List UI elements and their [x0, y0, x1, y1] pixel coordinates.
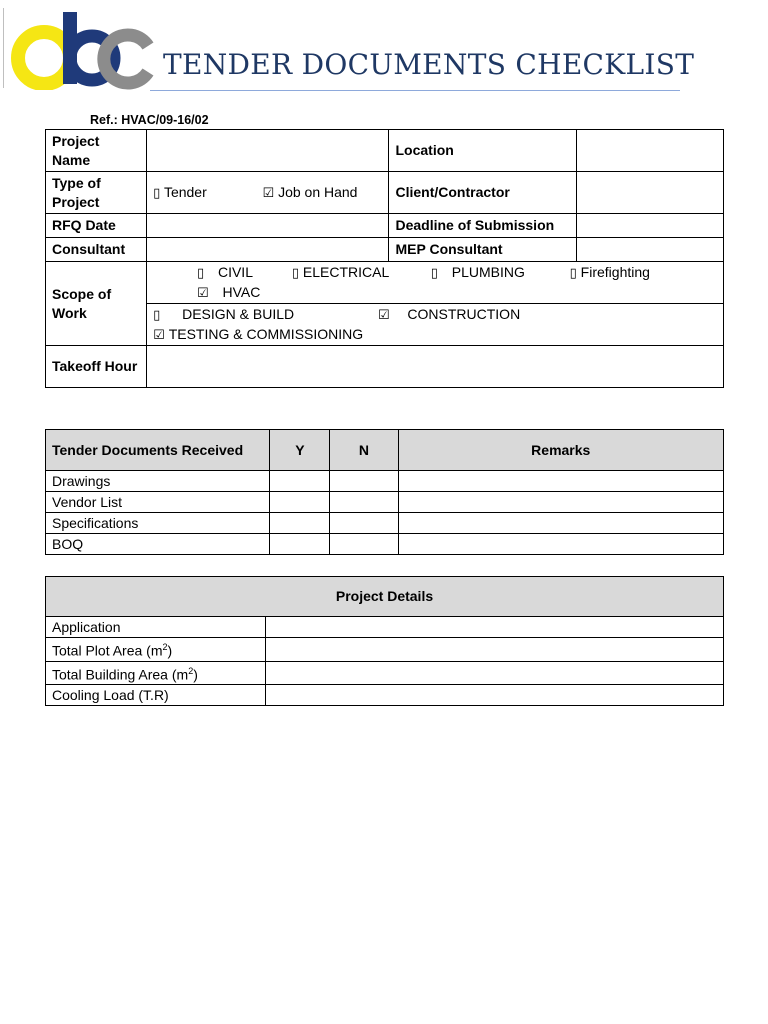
abc-logo — [8, 10, 158, 90]
deadline-label: Deadline of Submission — [389, 214, 576, 238]
client-label: Client/Contractor — [389, 172, 576, 214]
scope-delivery — [147, 304, 724, 346]
takeoff-label: Takeoff Hour — [46, 346, 147, 388]
col-header-remarks: Remarks — [398, 430, 724, 471]
remarks-cell[interactable] — [398, 492, 724, 513]
electrical-checkbox[interactable]: ▯ — [291, 265, 300, 281]
consultant-label: Consultant — [46, 238, 147, 262]
row-label: Cooling Load (T.R) — [46, 685, 266, 706]
project-info-table — [45, 129, 724, 388]
electrical-label: ELECTRICAL — [302, 263, 390, 280]
location-label: Location — [389, 130, 576, 172]
remarks-cell[interactable] — [398, 513, 724, 534]
testing-label: TESTING & COMMISSIONING — [168, 325, 364, 342]
scope-trades — [147, 262, 724, 304]
n-cell[interactable] — [330, 513, 398, 534]
row-label: Application — [46, 617, 266, 638]
mep-field[interactable] — [576, 238, 723, 262]
col-header-y: Y — [270, 430, 330, 471]
value-cell[interactable] — [266, 685, 724, 706]
value-cell[interactable] — [266, 661, 724, 685]
mep-label: MEP Consultant — [389, 238, 576, 262]
table-row — [46, 492, 724, 513]
y-cell[interactable] — [270, 534, 330, 555]
rfq-field[interactable] — [147, 214, 389, 238]
y-cell[interactable] — [270, 471, 330, 492]
logo-a-ring — [18, 32, 70, 84]
project-details-table — [45, 576, 724, 706]
project-name-label: Project Name — [46, 130, 147, 172]
row-label: BOQ — [46, 534, 270, 555]
rfq-label: RFQ Date — [46, 214, 147, 238]
job-on-hand-checkbox[interactable]: ☑ — [262, 185, 275, 201]
testing-checkbox[interactable]: ☑ — [153, 327, 165, 343]
row-label: Total Building Area $(m^2)$ — [46, 661, 266, 685]
row-label: Drawings — [46, 471, 270, 492]
civil-checkbox[interactable]: ▯ — [197, 265, 205, 281]
reference-number: Ref.: HVAC/09-16/02 — [90, 113, 209, 127]
tender-label: Tender — [163, 183, 207, 200]
remarks-cell[interactable] — [398, 471, 724, 492]
n-cell[interactable] — [330, 492, 398, 513]
project-details-title: Project Details — [46, 577, 724, 617]
remarks-cell[interactable] — [398, 534, 724, 555]
table-row — [46, 617, 724, 638]
type-options — [147, 172, 389, 214]
margin-line — [3, 8, 4, 88]
logo-b-stem — [63, 12, 77, 84]
firefighting-checkbox[interactable]: ▯ — [569, 265, 577, 281]
plumbing-label: PLUMBING — [451, 263, 525, 280]
n-cell[interactable] — [330, 471, 398, 492]
firefighting-label: Firefighting — [580, 263, 650, 280]
location-field[interactable] — [576, 130, 723, 172]
row-label: Total Plot Area $(m^2)$ — [46, 638, 266, 662]
documents-received-table — [45, 429, 724, 555]
deadline-field[interactable] — [576, 214, 723, 238]
document-title: TENDER DOCUMENTS CHECKLIST — [163, 48, 695, 81]
table-row — [46, 638, 724, 662]
row-label: Specifications — [46, 513, 270, 534]
construction-label: CONSTRUCTION — [407, 305, 521, 322]
hvac-label: HVAC — [222, 283, 261, 300]
col-header-n: N — [330, 430, 398, 471]
table-row — [46, 685, 724, 706]
takeoff-field[interactable] — [147, 346, 724, 388]
type-label: Type of Project — [46, 172, 147, 214]
value-cell[interactable] — [266, 617, 724, 638]
y-cell[interactable] — [270, 513, 330, 534]
plumbing-checkbox[interactable]: ▯ — [430, 265, 438, 281]
design-build-checkbox[interactable]: ▯ — [153, 307, 161, 323]
y-cell[interactable] — [270, 492, 330, 513]
hvac-checkbox[interactable]: ☑ — [197, 285, 209, 301]
civil-label: CIVIL — [217, 263, 253, 280]
n-cell[interactable] — [330, 534, 398, 555]
table-row — [46, 471, 724, 492]
construction-checkbox[interactable]: ☑ — [377, 307, 390, 323]
design-build-label: DESIGN & BUILD — [182, 305, 295, 322]
title-underline — [150, 90, 680, 91]
col-header-documents: Tender Documents Received — [46, 430, 270, 471]
table-row — [46, 661, 724, 685]
project-name-field[interactable] — [147, 130, 389, 172]
client-field[interactable] — [576, 172, 723, 214]
table-row — [46, 534, 724, 555]
tender-checkbox[interactable]: ▯ — [153, 185, 161, 201]
row-label: Vendor List — [46, 492, 270, 513]
job-on-hand-label: Job on Hand — [278, 183, 358, 200]
table-row — [46, 513, 724, 534]
value-cell[interactable] — [266, 638, 724, 662]
consultant-field[interactable] — [147, 238, 389, 262]
scope-label: Scope of Work — [46, 262, 147, 346]
